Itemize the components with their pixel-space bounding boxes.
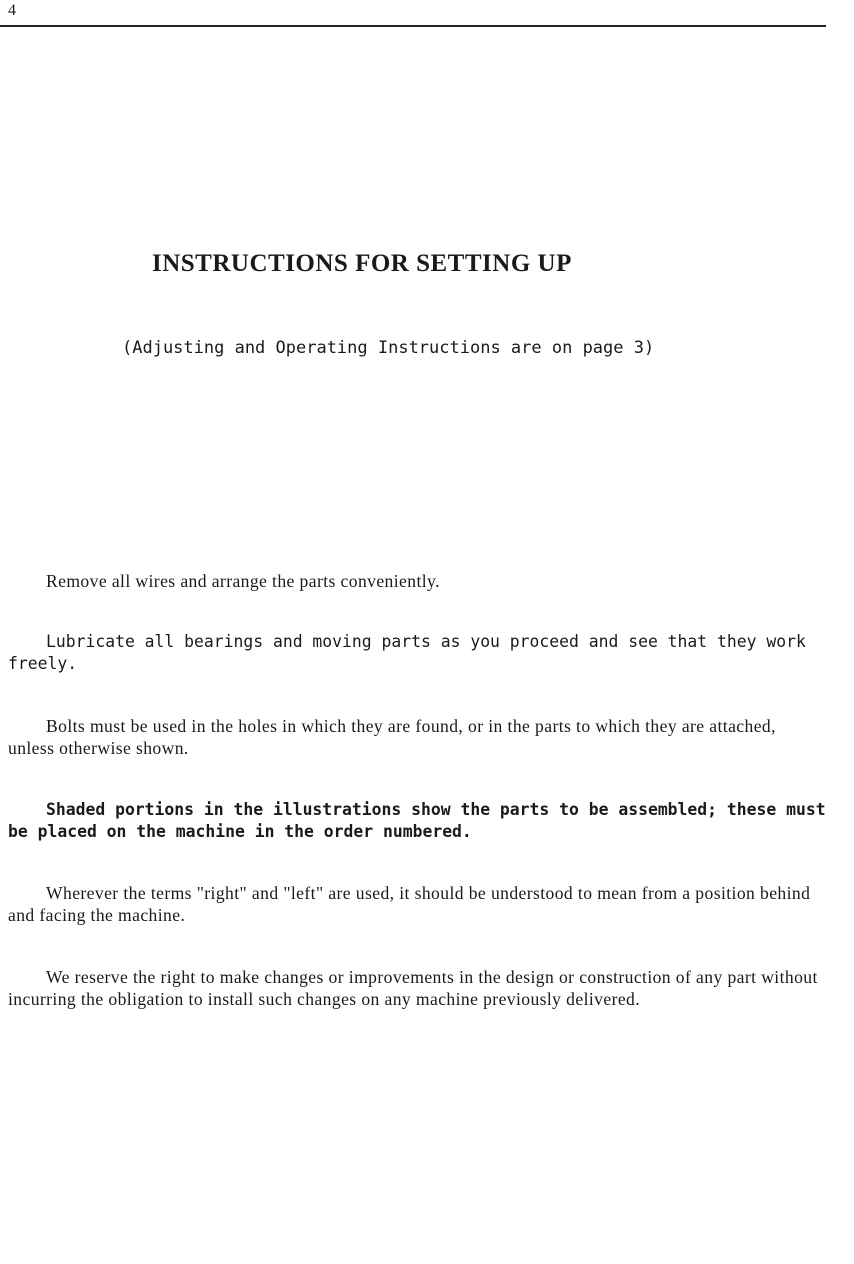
paragraph-lubricate: Lubricate all bearings and moving parts as you proceed and see that they work freely. bbox=[8, 632, 806, 673]
paragraph-shaded-portions: Shaded portions in the illustrations show the parts to be assembled; these must be placed on the machine in the order numbered. bbox=[8, 800, 826, 841]
paragraph-bolts: Bolts must be used in the holes in which they are found, or in the parts to which they are attached, unless otherwise shown. bbox=[8, 716, 776, 758]
page-number: 4 bbox=[8, 2, 16, 19]
page-title: INSTRUCTIONS FOR SETTING UP bbox=[152, 250, 572, 277]
page-subtitle: (Adjusting and Operating Instructions are on page 3) bbox=[122, 338, 655, 358]
header-rule bbox=[0, 25, 826, 27]
paragraph-remove-wires: Remove all wires and arrange the parts conveniently. bbox=[46, 571, 440, 591]
paragraph-right-left-terms: Wherever the terms "right" and "left" are used, it should be understood to mean from a position behind and facing the machine. bbox=[8, 883, 811, 925]
paragraph-reserve-right: We reserve the right to make changes or improvements in the design or construction of any part without incurring the obligation to install such changes on any machine previously delivered. bbox=[8, 967, 818, 1009]
